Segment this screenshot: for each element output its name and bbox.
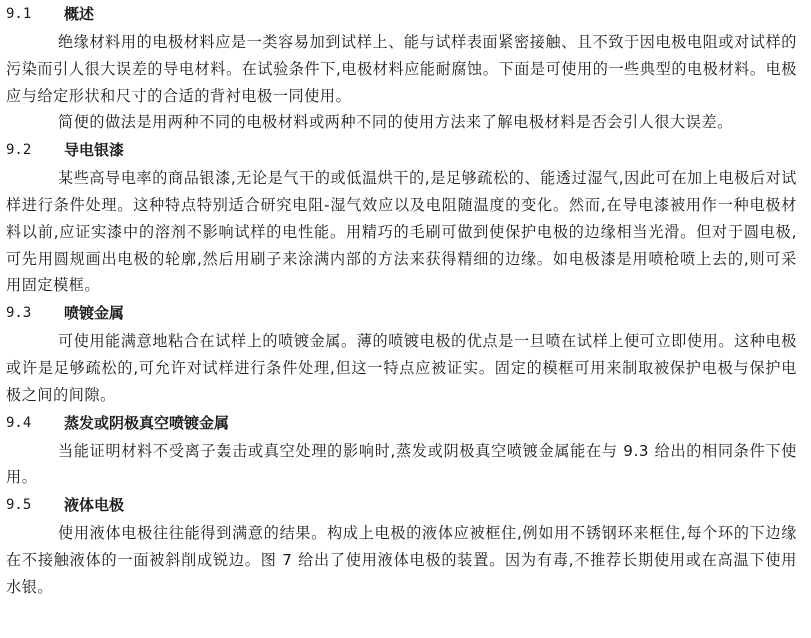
section-title: 液体电极 — [64, 496, 125, 515]
section-9-4 — [0, 409, 811, 492]
paragraph: 使用液体电极往往能得到满意的结果。构成上电极的液体应被框住,例如用不锈钢环来框住,每个环的下边缘在不接触液体的一面被斜削成锐边。图 7 给出了使用液体电极的装置。因为有毒,不推荐长期使用或在高温下使用水银。 — [6, 524, 797, 596]
section-heading — [0, 136, 811, 165]
section-9-5 — [0, 491, 811, 600]
section-number: 9.5 — [6, 497, 32, 514]
paragraph: 绝缘材料用的电极材料应是一类容易加到试样上、能与试样表面紧密接触、且不致于因电极电阻或对试样的污染而引人很大误差的导电材料。在试验条件下,电极材料应能耐腐蚀。下面是可使用的一些典型的电极材料。电极应与给定形状和尺寸的合适的背衬电极一同使用。 — [6, 33, 797, 105]
paragraph: 可使用能满意地粘合在试样上的喷镀金属。薄的喷镀电极的优点是一旦喷在试样上便可立即使用。这种电极或许是足够疏松的,可允许对试样进行条件处理,但这一特点应被证实。固定的模框可用来制取被保护电极与保护电极之间的间隙。 — [6, 332, 797, 404]
section-number: 9.4 — [6, 414, 32, 431]
section-9-2 — [0, 136, 811, 299]
section-title: 喷镀金属 — [64, 304, 125, 323]
section-heading — [0, 0, 811, 29]
section-heading — [0, 409, 811, 438]
section-title: 概述 — [64, 5, 95, 23]
paragraph: 当能证明材料不受离子轰击或真空处理的影响时,蒸发或阴极真空喷镀金属能在与 9.3 给出的相同条件下使用。 — [6, 441, 797, 487]
paragraph: 某些高导电率的商品银漆,无论是气干的或低温烘干的,是足够疏松的、能透过湿气,因此可在加上电极后对试样进行条件处理。这种特点特别适合研究电阻-湿气效应以及电阻随温度的变化。然而,在导电漆被用作一种电极材料以前,应证实漆中的溶剂不影响试样的电性能。用精巧的毛刷可做到使保护电极的边缘相当光滑。但对于圆电极,可先用圆规画出电极的轮廓,然后用刷子来涂满内部的方法来获得精细的边缘。如电极漆是用喷枪喷上去的,则可采用固定模框。 — [6, 169, 797, 295]
section-heading — [0, 491, 811, 520]
section-number: 9.3 — [6, 305, 32, 322]
section-title: 导电银漆 — [64, 141, 125, 160]
section-9-3 — [0, 299, 811, 408]
section-heading — [0, 299, 811, 328]
section-title: 蒸发或阴极真空喷镀金属 — [64, 413, 230, 432]
section-number: 9.1 — [6, 6, 32, 22]
paragraph: 简便的做法是用两种不同的电极材料或两种不同的使用方法来了解电极材料是否会引人很大误差。 — [58, 113, 733, 132]
section-number: 9.2 — [6, 142, 32, 159]
section-9-1 — [0, 0, 811, 136]
